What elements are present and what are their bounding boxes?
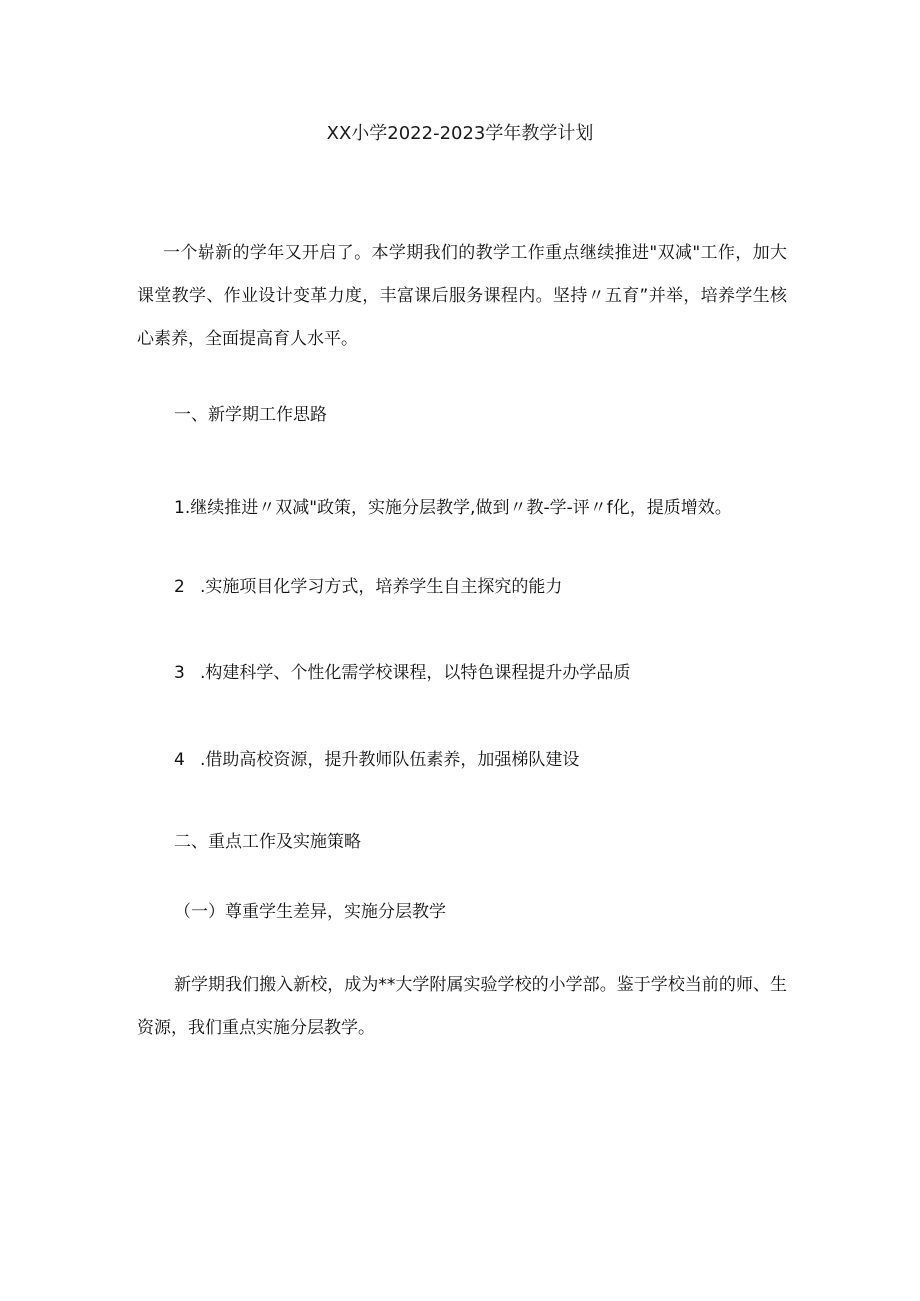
list-item-2-text: .实施项目化学习方式，培养学生自主探究的能力 <box>200 577 563 597</box>
list-item-2 <box>174 575 562 599</box>
list-item-4-text: .借助高校资源，提升教师队伍素养，加强梯队建设 <box>200 750 580 770</box>
list-item-4 <box>174 748 579 772</box>
list-item-4-number: 4 <box>174 750 185 770</box>
list-item-3 <box>174 661 630 685</box>
list-item-1-text: 1.继续推进〃双减"政策，实施分层教学,做到〃教-学-评〃f化，提质增效。 <box>174 498 732 518</box>
list-item-3-text: .构建科学、个性化需学校课程，以特色课程提升办学品质 <box>200 663 631 683</box>
section-2-heading: 二、重点工作及实施策略 <box>174 832 361 852</box>
section-2-paragraph: 新学期我们搬入新校，成为**大学附属实验学校的小学部。鉴于学校当前的师、生资源，我们重点实施分层教学。 <box>137 975 787 1038</box>
intro-paragraph: 一个崭新的学年又开启了。本学期我们的教学工作重点继续推进"双减"工作，加大课堂教学、作业设计变革力度，丰富课后服务课程内。坚持〃五育”并举，培养学生核心素养，全面提高育人水平。 <box>137 243 787 349</box>
list-item-2-number: 2 <box>174 577 185 597</box>
list-item-1 <box>174 496 732 520</box>
section-2-subheading: （一）尊重学生差异，实施分层教学 <box>174 902 446 922</box>
document-title: XX小学2022-2023学年教学计划 <box>326 123 594 144</box>
section-1-heading: 一、新学期工作思路 <box>174 405 327 425</box>
list-item-3-number: 3 <box>174 663 185 683</box>
